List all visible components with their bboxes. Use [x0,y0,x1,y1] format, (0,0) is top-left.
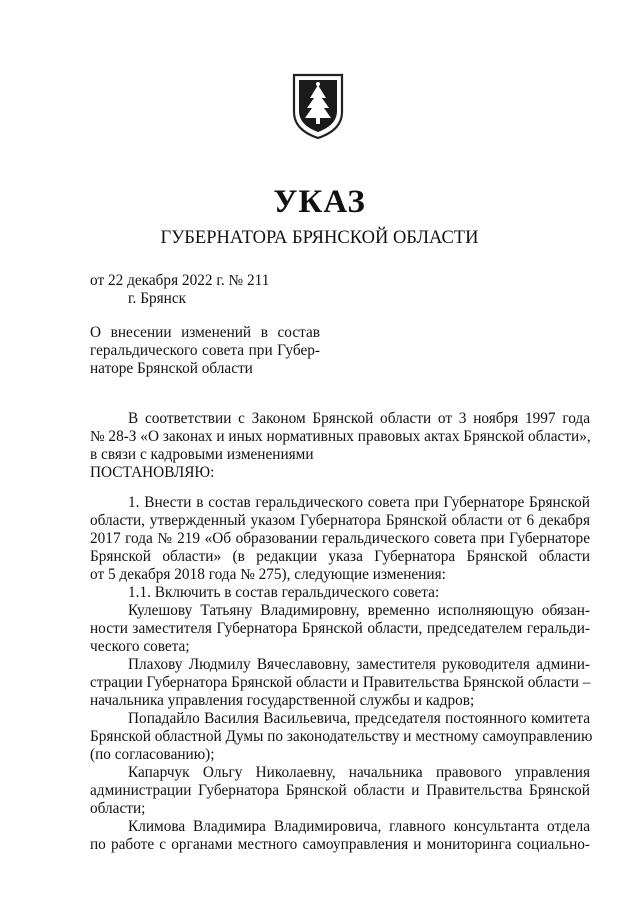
subject-line: наторе Брянской области [90,360,253,377]
document-city: г. Брянск [128,290,187,307]
body-line: страции Губернатора Брянской области и Правительства Брянской области – [90,674,591,691]
body-line: Кулешову Татьяну Владимировну, временно исполняющую обязан- [128,602,590,619]
body-line: В соответствии с Законом Брянской области от 3 ноября 1997 года [128,410,590,427]
body-line: 1. Внести в состав геральдического совета при Губернаторе Брянской [128,494,590,511]
body-line: 2017 года № 219 «Об образовании геральдического совета при Губернаторе [90,530,590,547]
subject-line: геральдического совета при Губер- [90,342,320,359]
body-line: от 5 декабря 2018 года № 275), следующие изменения: [90,566,446,583]
body-line: ности заместителя Губернатора Брянской области, председателем геральди- [90,620,590,637]
coat-of-arms-emblem [290,72,346,140]
body-line: 1.1. Включить в состав геральдического совета: [128,584,440,601]
body-line: Попадайло Василия Васильевича, председателя постоянного комитета [128,710,590,727]
body-line: Капарчук Ольгу Николаевну, начальника правового управления [128,764,590,781]
body-line: в связи с кадровыми изменениями [90,446,314,463]
body-line: начальника управления государственной службы и кадров; [90,692,475,709]
body-line: ческого совета; [90,638,190,655]
body-line: Плахову Людмилу Вячеславовну, заместителя руководителя админи- [128,656,590,673]
body-line: области, утвержденный указом Губернатора Брянской области от 6 декабря [90,512,590,529]
body-line: № 28-З «О законах и иных нормативных правовых актах Брянской области», [90,428,591,445]
body-line: Брянской области» (в редакции указа Губернатора Брянской области [90,548,590,565]
decree-keyword: ПОСТАНОВЛЯЮ: [90,464,215,481]
document-date-number: от 22 декабря 2022 г. № 211 [90,272,270,289]
body-line: (по согласованию); [90,746,215,763]
document-subtitle: ГУБЕРНАТОРА БРЯНСКОЙ ОБЛАСТИ [160,228,479,248]
subject-line: О внесении изменений в состав [90,324,320,341]
body-line: Климова Владимира Владимировича, главного консультанта отдела [128,818,590,835]
document-title: УКАЗ [273,184,366,220]
body-line: области; [90,800,146,817]
body-line: Брянской областной Думы по законодательству и местному самоуправлению [90,728,593,745]
body-line: по работе с органами местного самоуправления и мониторинга социально- [90,836,590,853]
body-line: администрации Губернатора Брянской области и Правительства Брянской [90,782,590,799]
